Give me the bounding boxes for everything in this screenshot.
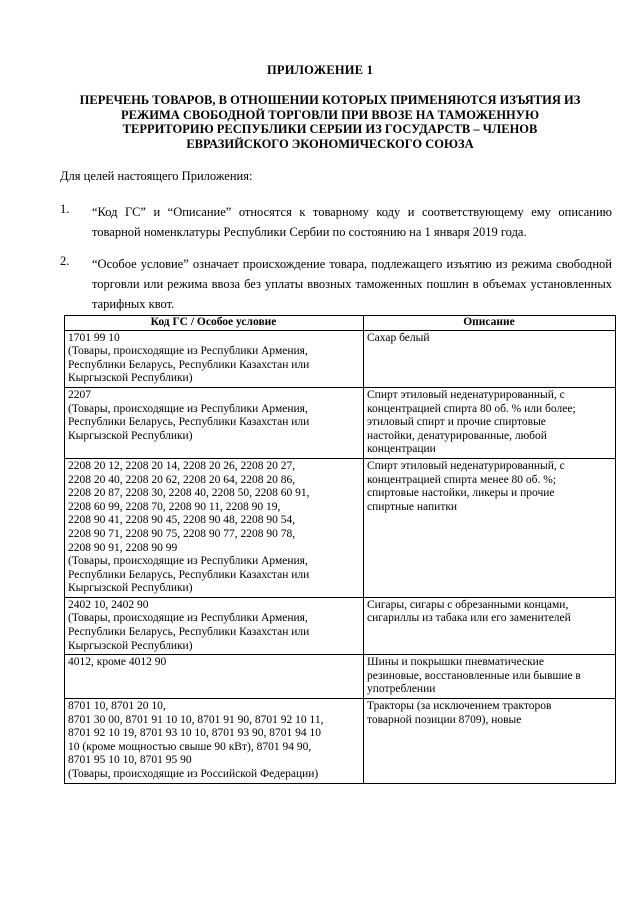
clause-number: 1. — [60, 202, 70, 216]
description-line: спиртовые настойки, ликеры и прочие — [367, 487, 555, 500]
description-line: резиновые, восстановленные или бывшие в — [367, 669, 581, 682]
code-line: 4012, кроме 4012 90 — [68, 656, 167, 669]
title-line: РЕЖИМА СВОБОДНОЙ ТОРГОВЛИ ПРИ ВВОЗЕ НА ТАМОЖЕННУЮ — [120, 107, 540, 122]
code-line: Республики Беларусь, Республики Казахстан или — [68, 626, 310, 639]
description-cell — [364, 699, 616, 784]
description-line: концентрацией спирта менее 80 об. %; — [367, 473, 557, 486]
description-line: Сахар белый — [367, 331, 430, 344]
code-line: 2208 90 91, 2208 90 99 — [68, 541, 178, 554]
table-row — [65, 458, 616, 597]
title-line: ТЕРРИТОРИЮ РЕСПУБЛИКИ СЕРБИИ ИЗ ГОСУДАРСТВ – ЧЛЕНОВ — [122, 122, 538, 136]
description-cell — [364, 330, 616, 387]
description-line: спиртные напитки — [367, 500, 458, 513]
appendix-title: ПРИЛОЖЕНИЕ 1 — [266, 63, 374, 77]
description-line: Сигары, сигары с обрезанными концами, — [367, 598, 569, 611]
description-line: Шины и покрышки пневматические — [367, 656, 544, 669]
header-code: Код ГС / Особое условие — [65, 316, 364, 331]
code-cell — [65, 699, 364, 784]
code-cell — [65, 655, 364, 699]
table-row — [65, 330, 616, 387]
description-cell — [364, 655, 616, 699]
code-line: Кыргызской Республики) — [68, 429, 193, 442]
code-line: (Товары, происходящие из Республики Армения, — [68, 555, 308, 568]
code-line: (Товары, происходящие из Республики Армения, — [68, 345, 308, 358]
code-line: Республики Беларусь, Республики Казахстан или — [68, 416, 310, 429]
code-cell — [65, 458, 364, 597]
clause-text: “Особое условие” означает происхождение товара, подлежащего изъятию из режима свободной торговли или режима ввоза без уплаты ввозных таможенных пошлин в объемах установленных тарифных квот. — [92, 257, 612, 311]
description-cell — [364, 387, 616, 458]
table-row — [65, 699, 616, 784]
table-row — [65, 655, 616, 699]
intro-text: Для целей настоящего Приложения: — [60, 169, 253, 183]
code-line: Республики Беларусь, Республики Казахстан или — [68, 568, 310, 581]
code-line: 8701 30 00, 8701 91 10 10, 8701 91 90, 8701 92 10 11, — [68, 713, 324, 726]
code-line: 2208 90 71, 2208 90 75, 2208 90 77, 2208 90 78, — [68, 527, 296, 540]
title-line: ПЕРЕЧЕНЬ ТОВАРОВ, В ОТНОШЕНИИ КОТОРЫХ ПРИМЕНЯЮТСЯ ИЗЪЯТИЯ ИЗ — [79, 93, 581, 107]
description-line: Спирт этиловый неденатурированный, с — [367, 459, 565, 472]
description-line: употреблении — [367, 683, 436, 696]
description-line: настойки, денатурированные, любой — [367, 429, 547, 442]
description-line: Спирт этиловый неденатурированный, с — [367, 388, 565, 401]
title-line: ЕВРАЗИЙСКОГО ЭКОНОМИЧЕСКОГО СОЮЗА — [186, 136, 474, 151]
code-line: (Товары, происходящие из Российской Федерации) — [68, 768, 319, 780]
document-title — [60, 93, 600, 151]
clause-number: 2. — [60, 254, 70, 268]
clause-2 — [60, 254, 612, 314]
code-line: 8701 10, 8701 20 10, — [68, 700, 166, 713]
code-cell — [65, 387, 364, 458]
code-line: Республики Беларусь, Республики Казахстан или — [68, 358, 310, 371]
description-line: сигариллы из табака или его заменителей — [367, 612, 571, 625]
code-line: 2208 90 41, 2208 90 45, 2208 90 48, 2208 90 54, — [68, 514, 296, 527]
code-line: Кыргызской Республики) — [68, 582, 193, 595]
code-line: 2208 60 99, 2208 70, 2208 90 11, 2208 90 19, — [68, 500, 281, 513]
code-line: 8701 92 10 19, 8701 93 10 10, 8701 93 90, 8701 94 10 — [68, 727, 321, 740]
description-cell — [364, 597, 616, 654]
description-line: этиловый спирт и прочие спиртовые — [367, 416, 546, 429]
clause-1 — [60, 202, 612, 242]
code-line: (Товары, происходящие из Республики Армения, — [68, 612, 308, 625]
clause-text: “Код ГС” и “Описание” относятся к товарному коду и соответствующему ему описанию товарной номенклатуры Республики Сербии по состоянию на 1 января 2019 года. — [92, 205, 612, 239]
code-line: 2207 — [68, 388, 91, 401]
header-description: Описание — [364, 316, 616, 331]
description-line: концентрацией спирта 80 об. % или более; — [367, 402, 576, 415]
code-cell — [65, 597, 364, 654]
code-line: 2208 20 12, 2208 20 14, 2208 20 26, 2208 20 27, — [68, 459, 296, 472]
code-line: 2208 20 40, 2208 20 62, 2208 20 64, 2208 20 86, — [68, 473, 296, 486]
code-line: Кыргызской Республики) — [68, 372, 193, 385]
code-line: 10 (кроме мощностью свыше 90 кВт), 8701 94 90, — [68, 740, 312, 753]
table-body — [65, 330, 616, 783]
code-line: (Товары, происходящие из Республики Армения, — [68, 402, 308, 415]
table-row — [65, 597, 616, 654]
code-line: 1701 99 10 — [68, 331, 120, 344]
description-line: концентрации — [367, 443, 436, 456]
description-line: Тракторы (за исключением тракторов — [367, 700, 552, 713]
description-line: товарной позиции 8709), новые — [367, 713, 522, 726]
goods-table — [64, 315, 616, 784]
table-row — [65, 387, 616, 458]
description-cell — [364, 458, 616, 597]
code-line: Кыргызской Республики) — [68, 639, 193, 652]
code-line: 2208 20 87, 2208 30, 2208 40, 2208 50, 2208 60 91, — [68, 487, 310, 500]
table-header-row — [65, 316, 616, 331]
code-line: 8701 95 10 10, 8701 95 90 — [68, 754, 192, 767]
code-cell — [65, 330, 364, 387]
code-line: 2402 10, 2402 90 — [68, 598, 149, 611]
